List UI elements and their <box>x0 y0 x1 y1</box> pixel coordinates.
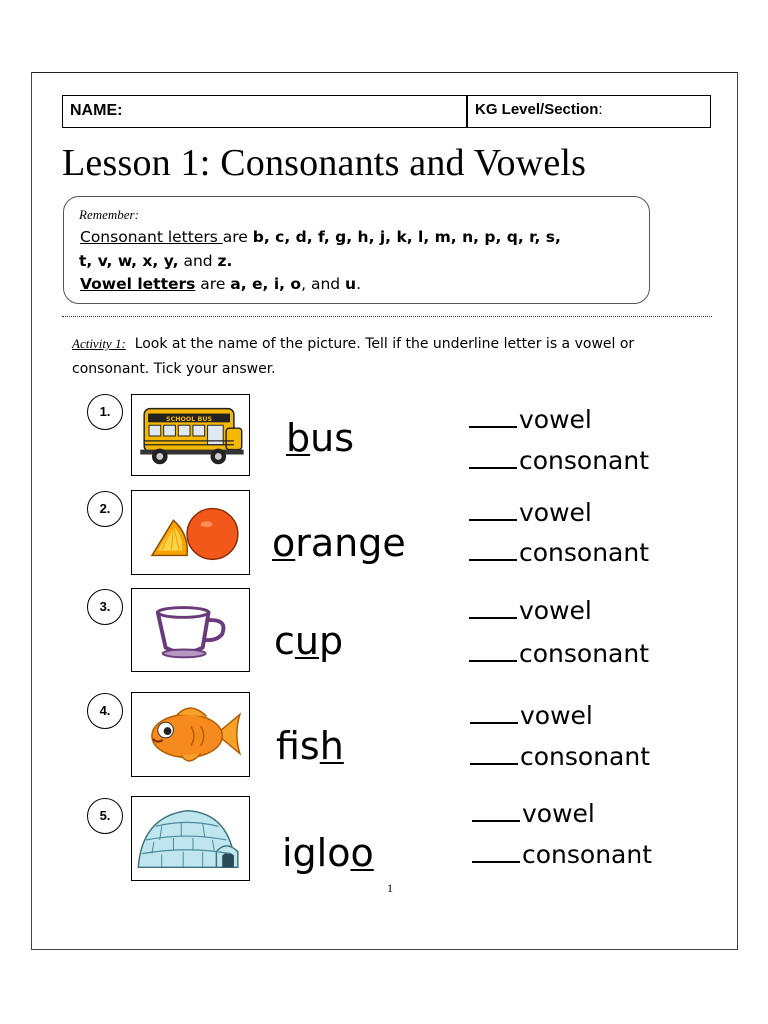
item-number-circle: 2. <box>87 491 123 527</box>
lesson-title: Lesson 1: Consonants and Vowels <box>62 142 587 184</box>
consonant-line-1: Consonant letters are b, c, d, f, g, h, j, k, l, m, n, p, q, r, s, <box>80 228 561 246</box>
option-vowel: vowel <box>469 405 592 434</box>
answer-blank[interactable] <box>469 659 517 662</box>
consonant-line-2: t, v, w, x, y, and z. <box>79 252 233 270</box>
item-number-circle: 5. <box>87 798 123 834</box>
item-number-circle: 1. <box>87 394 123 430</box>
remember-box <box>63 196 650 304</box>
option-consonant: consonant <box>469 639 649 668</box>
word-bus: bus <box>286 416 355 460</box>
igloo-picture <box>131 796 250 881</box>
dotted-divider <box>62 316 712 317</box>
orange-icon <box>132 491 249 574</box>
cup-picture <box>131 588 250 672</box>
answer-blank[interactable] <box>470 721 518 724</box>
name-label: NAME: <box>70 102 123 119</box>
vowel-line: Vowel letters are a, e, i, o, and u. <box>80 275 362 293</box>
item-number-circle: 3. <box>87 589 123 625</box>
word-orange: orange <box>272 521 406 565</box>
answer-blank[interactable] <box>469 558 517 561</box>
word-igloo: igloo <box>282 831 374 875</box>
option-consonant: consonant <box>472 840 652 869</box>
page-number: 1 <box>387 881 393 895</box>
activity-label: Activity 1: <box>72 336 126 351</box>
school-bus-picture <box>131 394 250 476</box>
word-cup: cup <box>274 619 344 663</box>
option-consonant: consonant <box>470 742 650 771</box>
answer-blank[interactable] <box>472 860 520 863</box>
option-vowel: vowel <box>470 701 593 730</box>
header-divider <box>466 96 468 127</box>
item-number-circle: 4. <box>87 693 123 729</box>
header-box <box>62 95 711 128</box>
answer-blank[interactable] <box>470 762 518 765</box>
option-vowel: vowel <box>469 596 592 625</box>
answer-blank[interactable] <box>472 819 520 822</box>
option-vowel: vowel <box>469 498 592 527</box>
answer-blank[interactable] <box>469 518 517 521</box>
answer-blank[interactable] <box>469 466 517 469</box>
kg-level-label: KG Level/Section: <box>475 101 603 118</box>
remember-heading: Remember: <box>79 207 139 222</box>
answer-blank[interactable] <box>469 425 517 428</box>
fish-icon <box>132 693 249 776</box>
option-consonant: consonant <box>469 446 649 475</box>
option-consonant: consonant <box>469 538 649 567</box>
orange-picture <box>131 490 250 575</box>
activity-instruction <box>72 331 692 382</box>
bus-sign-text: SCHOOL BUS <box>166 415 213 423</box>
option-vowel: vowel <box>472 799 595 828</box>
fish-picture <box>131 692 250 777</box>
activity-text: Look at the name of the picture. Tell if the underline letter is a vowel or consonant. Tick your answer. <box>72 336 635 377</box>
igloo-icon <box>132 797 249 880</box>
answer-blank[interactable] <box>469 616 517 619</box>
school-bus-icon <box>132 395 249 475</box>
cup-icon <box>132 589 249 671</box>
word-fish: fish <box>276 724 344 768</box>
